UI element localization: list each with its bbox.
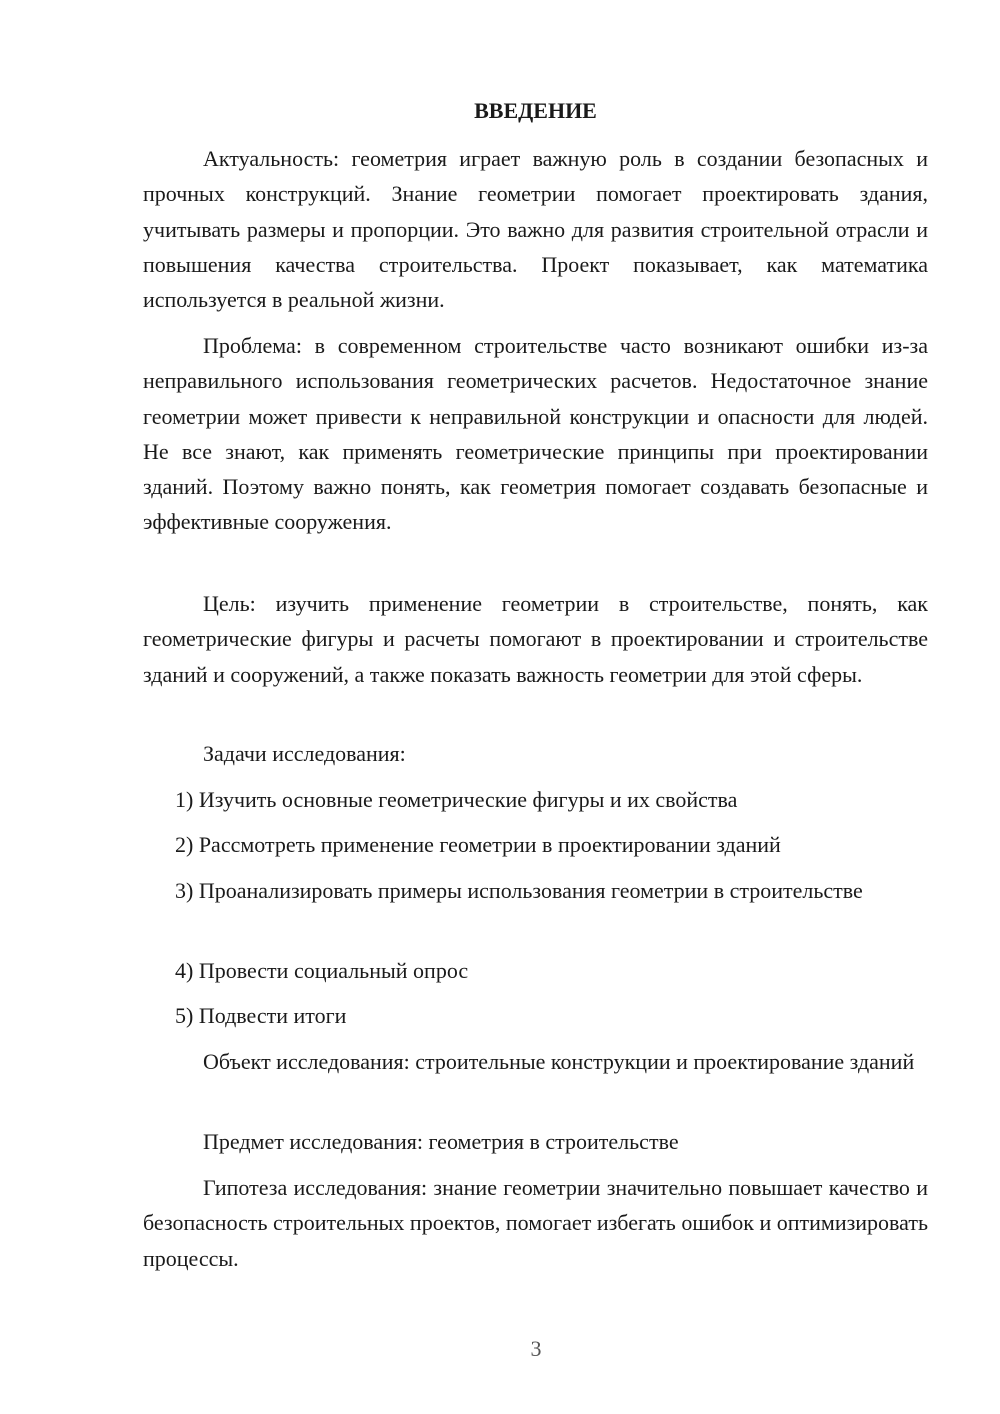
task-item: 5) Подвести итоги <box>175 1003 347 1028</box>
research-object-paragraph: Объект исследования: строительные конструкции и проектирование зданий <box>203 1049 915 1074</box>
hypothesis-paragraph: Гипотеза исследования: знание геометрии значительно повышает качество и безопасность строительных проектов, помогает избегать ошибок и оптимизировать процессы. <box>143 1175 928 1271</box>
section-title: ВВЕДЕНИЕ <box>474 98 597 123</box>
task-item: 2) Рассмотреть применение геометрии в проектировании зданий <box>175 832 781 857</box>
task-item: 4) Провести социальный опрос <box>175 958 469 983</box>
goal-paragraph: Цель: изучить применение геометрии в строительстве, понять, как геометрические фигуры и расчеты помогают в проектировании и строительстве зданий и сооружений, а также показать важность геометрии для этой сферы. <box>143 591 928 687</box>
research-subject-paragraph: Предмет исследования: геометрия в строительстве <box>203 1129 679 1154</box>
task-item: 1) Изучить основные геометрические фигуры и их свойства <box>175 787 738 812</box>
page-number: 3 <box>530 1336 542 1361</box>
task-item: 3) Проанализировать примеры использования геометрии в строительстве <box>175 878 863 903</box>
tasks-heading: Задачи исследования: <box>203 741 406 766</box>
problem-paragraph: Проблема: в современном строительстве часто возникают ошибки из-за неправильного использования геометрических расчетов. Недостаточное знание геометрии может привести к неправильной конструкции и опасности для людей. Не все знают, как применять геометрические принципы при проектировании зданий. Поэтому важно понять, как геометрия помогает создавать безопасные и эффективные сооружения. <box>143 333 928 535</box>
relevance-paragraph: Актуальность: геометрия играет важную роль в создании безопасных и прочных конструкций. Знание геометрии помогает проектировать здания, учитывать размеры и пропорции. Это важно для развития строительной отрасли и повышения качества строительства. Проект показывает, как математика используется в реальной жизни. <box>143 146 928 313</box>
